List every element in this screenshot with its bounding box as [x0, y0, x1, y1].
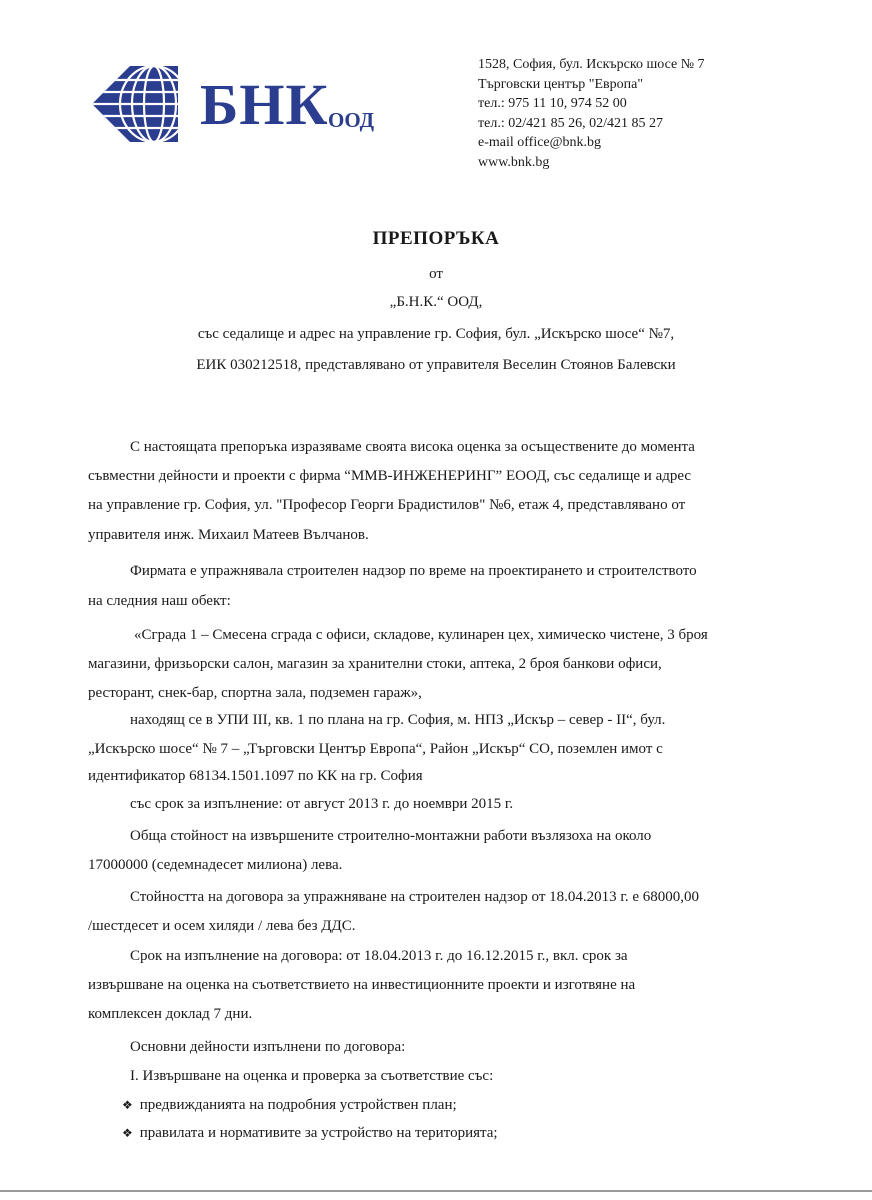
- company-eik: ЕИК 030212518, представлявано от управителя Веселин Стоянов Балевски: [196, 357, 676, 373]
- body-line: „Искърско шосе“ № 7 – „Търговски Център Европа“, Район „Искър“ СО, поземлен имот с: [88, 741, 663, 757]
- body-line: със срок за изпълнение: от август 2013 г. до ноември 2015 г.: [130, 796, 514, 812]
- from-line: от: [429, 266, 443, 282]
- company-name: „Б.Н.К.“ ООД,: [389, 294, 483, 310]
- body-line: находящ се в УПИ III, кв. 1 по плана на гр. София, м. НПЗ „Искър – север - II“, бул.: [130, 712, 666, 728]
- contact-phone-2: тел.: 02/421 85 26, 02/421 85 27: [478, 115, 663, 131]
- body-line: I. Извършване на оценка и проверка за съответствие със:: [130, 1068, 494, 1084]
- body-line: комплексен доклад 7 дни.: [88, 1006, 253, 1022]
- body-line: управителя инж. Михаил Матеев Вълчанов.: [88, 527, 369, 543]
- logo-name: БНК: [200, 72, 329, 137]
- body-line: Основни дейности изпълнени по договора:: [130, 1039, 406, 1055]
- body-line: «Сграда 1 – Смесена сграда с офиси, складове, кулинарен цех, химическо чистене, 3 броя: [134, 627, 708, 643]
- body-line: магазини, фризьорски салон, магазин за хранителни стоки, аптека, 2 броя банкови офиси,: [88, 656, 662, 672]
- body-line: ресторант, снек-бар, спортна зала, подземен гараж»,: [88, 685, 422, 701]
- body-line: Обща стойност на извършените строително-монтажни работи възлязоха на около: [130, 828, 652, 844]
- diamond-bullet-icon: ❖: [122, 1126, 133, 1140]
- body-line: Срок на изпълнение на договора: от 18.04.2013 г. до 16.12.2015 г., вкл. срок за: [130, 948, 628, 964]
- document-title: ПРЕПОРЪКА: [372, 228, 500, 249]
- contact-website: www.bnk.bg: [478, 154, 550, 170]
- body-line: С настоящата препоръка изразяваме своята висока оценка за осъществените до момента: [130, 439, 695, 455]
- contact-address: 1528, София, бул. Искърско шосе № 7: [478, 57, 705, 72]
- body-line: съвместни дейности и проекти с фирма “ММВ-ИНЖЕНЕРИНГ” ЕООД, със седалище и адрес: [88, 468, 692, 484]
- body-line: 17000000 (седемнадесет милиона) лева.: [88, 857, 343, 873]
- company-logo: [90, 58, 390, 148]
- body-line: на следния наш обект:: [88, 593, 231, 609]
- body-line: Стойността на договора за упражняване на строителен надзор от 18.04.2013 г. е 68000,00: [130, 889, 700, 905]
- contact-block: [478, 55, 705, 173]
- body-line: /шестдесет и осем хиляди / лева без ДДС.: [88, 918, 356, 934]
- list-item: [122, 1097, 457, 1114]
- contact-phone-1: тел.: 975 11 10, 974 52 00: [478, 96, 627, 112]
- diamond-bullet-icon: ❖: [122, 1098, 133, 1112]
- list-item-text: предвижданията на подробния устройствен план;: [139, 1097, 457, 1113]
- scan-edge-divider: [0, 1190, 872, 1192]
- contact-center: Търговски център "Европа": [478, 76, 644, 92]
- contact-email: e-mail office@bnk.bg: [478, 135, 602, 151]
- body-line: на управление гр. София, ул. "Професор Георги Брадистилов" №6, етаж 4, представлявано от: [88, 497, 686, 513]
- list-item-text: правилата и нормативите за устройство на територията;: [139, 1125, 498, 1141]
- list-item: [122, 1125, 498, 1142]
- logo-suffix: ООД: [328, 108, 375, 132]
- company-address: със седалище и адрес на управление гр. София, бул. „Искърско шосе“ №7,: [197, 326, 675, 342]
- body-line: идентификатор 68134.1501.1097 по КК на гр. София: [88, 768, 423, 784]
- body-line: Фирмата е упражнявала строителен надзор по време на проектирането и строителството: [130, 563, 697, 579]
- body-line: извършване на оценка на съответствието на инвестиционните проекти и изготвяне на: [88, 977, 636, 993]
- globe-arrow-icon: [90, 58, 198, 148]
